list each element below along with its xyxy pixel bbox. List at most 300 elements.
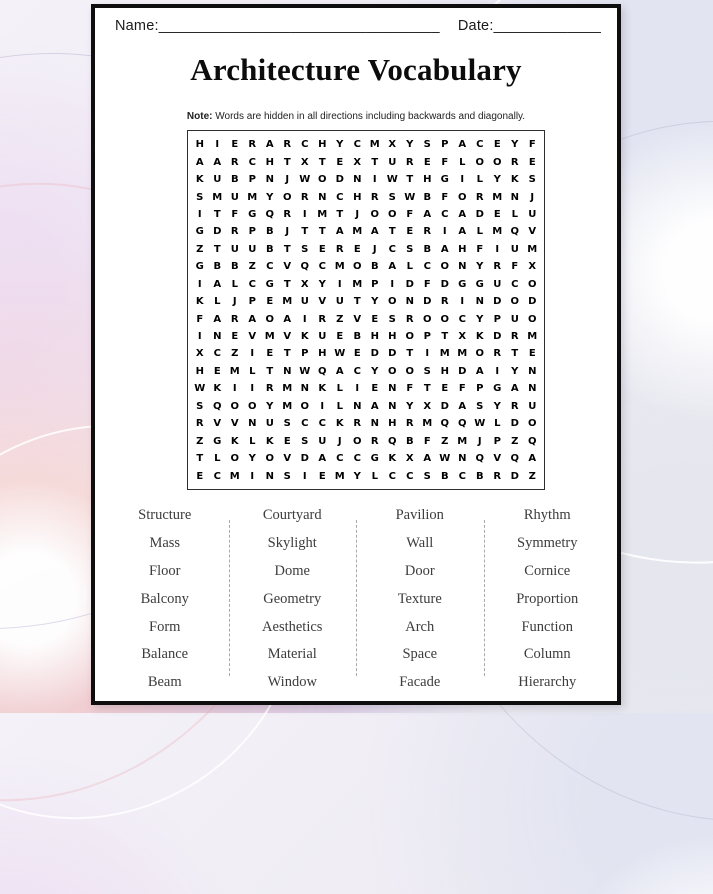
grid-letter: O — [230, 400, 239, 412]
grid-letter: C — [353, 139, 361, 151]
note-text: Words are hidden in all directions including backwards and diagonally. — [212, 111, 526, 122]
grid-letter: M — [457, 435, 468, 447]
grid-letter: J — [355, 208, 360, 220]
grid-letter: Y — [476, 261, 484, 273]
grid-letter: J — [530, 191, 535, 203]
grid-letter: W — [194, 383, 206, 395]
grid-letter: J — [337, 435, 342, 447]
grid-letter: U — [213, 174, 222, 186]
grid-letter: W — [299, 174, 311, 186]
grid-letter: Y — [336, 139, 344, 151]
grid-letter: Y — [511, 365, 519, 377]
grid-letter: H — [370, 331, 379, 343]
word-item: Cornice — [524, 562, 571, 579]
grid-letter: Z — [248, 261, 256, 273]
grid-letter: X — [405, 453, 414, 465]
grid-letter: F — [528, 139, 536, 151]
grid-letter: F — [441, 191, 449, 203]
grid-letter: Z — [196, 435, 204, 447]
grid-letter: H — [318, 139, 327, 151]
grid-letter: O — [265, 313, 274, 325]
name-label: Name: — [115, 18, 159, 34]
grid-letter: V — [248, 331, 257, 343]
grid-letter: N — [458, 453, 467, 465]
grid-letter: E — [493, 139, 501, 151]
grid-letter: T — [318, 156, 326, 168]
word-list-column — [356, 502, 484, 702]
grid-letter: Q — [387, 435, 397, 447]
grid-letter: N — [388, 400, 397, 412]
grid-letter: L — [231, 278, 238, 290]
grid-letter: O — [370, 208, 379, 220]
grid-letter: I — [495, 243, 500, 255]
grid-letter: T — [318, 226, 326, 238]
grid-letter: I — [197, 331, 202, 343]
grid-letter: A — [458, 226, 467, 238]
grid-letter: U — [318, 435, 327, 447]
grid-letter: D — [510, 418, 519, 430]
grid-letter: U — [248, 243, 257, 255]
grid-letter: E — [353, 348, 361, 360]
grid-letter: M — [282, 400, 293, 412]
grid-letter: S — [406, 243, 414, 255]
grid-letter: R — [405, 418, 414, 430]
grid-letter: X — [458, 331, 467, 343]
grid-letter: C — [511, 278, 519, 290]
grid-letter: Y — [248, 453, 256, 465]
grid-letter: C — [458, 313, 466, 325]
grid-letter: U — [528, 400, 537, 412]
grid-letter: I — [390, 278, 395, 290]
grid-letter: N — [213, 331, 222, 343]
grid-letter: R — [230, 313, 239, 325]
grid-letter: B — [353, 331, 362, 343]
grid-letter: E — [231, 139, 239, 151]
worksheet-page — [91, 4, 621, 705]
word-item: Column — [523, 646, 571, 663]
grid-letter: Q — [510, 226, 519, 238]
grid-letter: E — [231, 331, 239, 343]
word-item: Geometry — [263, 590, 322, 607]
name-field — [115, 18, 440, 34]
grid-letter: Y — [406, 400, 414, 412]
word-list — [101, 500, 611, 702]
grid-letter: D — [388, 348, 397, 360]
grid-letter: M — [229, 470, 240, 482]
grid-letter: R — [370, 191, 379, 203]
grid-letter: T — [423, 383, 431, 395]
grid-letter: A — [335, 226, 344, 238]
grid-letter: Y — [318, 278, 326, 290]
grid-letter: F — [406, 208, 414, 220]
grid-letter: P — [301, 348, 309, 360]
grid-letter: B — [440, 470, 449, 482]
grid-letter: X — [353, 156, 362, 168]
grid-letter: B — [475, 470, 484, 482]
grid-letter: L — [511, 208, 518, 220]
word-item: Form — [149, 618, 181, 635]
grid-letter: V — [283, 331, 292, 343]
grid-letter: R — [475, 191, 484, 203]
grid-letter: K — [265, 435, 274, 447]
grid-letter: A — [423, 453, 432, 465]
grid-letter: Q — [300, 261, 309, 273]
grid-letter: N — [353, 400, 362, 412]
grid-letter: F — [441, 156, 449, 168]
grid-letter: O — [265, 453, 274, 465]
grid-letter: L — [249, 435, 256, 447]
grid-letter: I — [337, 278, 342, 290]
grid-letter: O — [282, 191, 292, 203]
grid-letter: C — [406, 470, 414, 482]
word-item: Wall — [406, 535, 434, 552]
grid-letter: I — [320, 400, 325, 412]
grid-letter: G — [440, 174, 449, 186]
grid-letter: R — [335, 243, 344, 255]
grid-letter: G — [248, 208, 257, 220]
grid-letter: R — [493, 470, 502, 482]
grid-letter: J — [372, 243, 377, 255]
grid-letter: M — [492, 226, 503, 238]
grid-letter: N — [318, 191, 327, 203]
grid-letter: H — [353, 191, 362, 203]
grid-letter: T — [283, 348, 291, 360]
grid-letter: U — [300, 296, 309, 308]
grid-letter: P — [476, 383, 484, 395]
grid-letter: I — [460, 296, 465, 308]
grid-letter: E — [266, 296, 274, 308]
grid-letter: P — [248, 226, 256, 238]
grid-letter: H — [318, 348, 327, 360]
word-item: Skylight — [267, 535, 317, 552]
grid-letter: N — [458, 261, 467, 273]
grid-letter: S — [283, 470, 291, 482]
grid-letter: A — [528, 453, 537, 465]
grid-letter: T — [266, 365, 274, 377]
grid-letter: T — [301, 226, 309, 238]
grid-letter: F — [423, 278, 431, 290]
grid-letter: D — [370, 348, 379, 360]
grid-letter: N — [370, 418, 379, 430]
grid-letter: C — [353, 365, 361, 377]
grid-letter: O — [510, 296, 519, 308]
grid-letter: A — [440, 243, 449, 255]
grid-letter: Q — [440, 418, 449, 430]
grid-letter: O — [475, 156, 484, 168]
grid-letter: F — [231, 208, 239, 220]
grid-letter: M — [264, 331, 275, 343]
grid-letter: J — [285, 174, 290, 186]
grid-letter: R — [510, 156, 519, 168]
grid-letter: T — [371, 156, 379, 168]
grid-letter: U — [388, 156, 397, 168]
grid-letter: O — [387, 208, 397, 220]
grid-letter: I — [302, 313, 307, 325]
grid-letter: J — [477, 435, 482, 447]
grid-letter: R — [493, 261, 502, 273]
grid-letter: P — [493, 313, 501, 325]
grid-letter: B — [213, 261, 222, 273]
grid-letter: M — [334, 261, 345, 273]
grid-letter: A — [388, 261, 397, 273]
grid-letter: A — [283, 313, 292, 325]
grid-letter: Y — [371, 296, 379, 308]
grid-letter: Z — [196, 243, 204, 255]
grid-letter: A — [195, 156, 204, 168]
grid-letter: T — [283, 156, 291, 168]
grid-letter: O — [527, 278, 537, 290]
grid-letter: E — [441, 383, 449, 395]
grid-letter: N — [283, 365, 292, 377]
grid-letter: O — [440, 261, 449, 273]
grid-letter: O — [527, 418, 537, 430]
grid-letter: I — [442, 226, 447, 238]
grid-letter: C — [213, 470, 221, 482]
grid-letter: S — [388, 191, 396, 203]
grid-letter: T — [353, 296, 361, 308]
date-label: Date: — [457, 18, 494, 34]
grid-letter: M — [422, 418, 433, 430]
grid-letter: N — [265, 470, 274, 482]
grid-letter: O — [387, 296, 397, 308]
grid-letter: O — [300, 400, 309, 412]
grid-letter: I — [495, 365, 500, 377]
grid-letter: K — [510, 174, 519, 186]
grid-letter: I — [232, 383, 237, 395]
grid-letter: N — [405, 296, 414, 308]
grid-letter: P — [248, 174, 256, 186]
grid-letter: C — [458, 470, 466, 482]
grid-letter: A — [265, 139, 274, 151]
grid-letter: X — [528, 261, 537, 273]
grid-letter: R — [370, 435, 379, 447]
grid-letter: B — [405, 435, 414, 447]
grid-letter: F — [458, 383, 466, 395]
grid-letter: N — [528, 383, 537, 395]
grid-letter: M — [527, 331, 538, 343]
grid-letter: K — [213, 383, 222, 395]
grid-letter: H — [195, 139, 204, 151]
grid-letter: C — [301, 139, 309, 151]
grid-letter: O — [440, 313, 449, 325]
grid-letter: L — [459, 156, 466, 168]
word-item: Arch — [405, 618, 435, 635]
grid-letter: T — [283, 243, 291, 255]
grid-letter: U — [265, 418, 274, 430]
grid-letter: D — [475, 208, 484, 220]
grid-letter: D — [493, 296, 502, 308]
grid-letter: C — [336, 191, 344, 203]
grid-letter: M — [352, 278, 363, 290]
word-item: Floor — [149, 562, 181, 579]
grid-letter: D — [213, 226, 222, 238]
word-item: Structure — [138, 507, 192, 524]
grid-letter: A — [213, 156, 222, 168]
grid-letter: O — [352, 435, 362, 447]
grid-letter: T — [283, 278, 291, 290]
word-item: Aesthetics — [262, 618, 323, 635]
grid-letter: N — [528, 365, 537, 377]
grid-letter: E — [528, 156, 536, 168]
grid-letter: R — [300, 191, 309, 203]
grid-letter: O — [422, 313, 432, 325]
grid-letter: R — [440, 296, 449, 308]
grid-letter: C — [441, 208, 449, 220]
grid-letter: M — [282, 296, 293, 308]
grid-letter: V — [213, 418, 222, 430]
grid-letter: C — [213, 348, 221, 360]
grid-letter: C — [318, 261, 326, 273]
grid-letter: G — [458, 278, 467, 290]
grid-letter: E — [196, 470, 204, 482]
grid-letter: Y — [476, 313, 484, 325]
grid-letter: K — [318, 383, 327, 395]
grid-letter: V — [493, 453, 502, 465]
grid-letter: R — [283, 139, 292, 151]
grid-letter: N — [353, 174, 362, 186]
grid-letter: N — [475, 296, 484, 308]
grid-letter: W — [386, 174, 398, 186]
grid-letter: R — [423, 226, 432, 238]
grid-letter: V — [283, 453, 292, 465]
grid-letter: K — [300, 331, 309, 343]
grid-letter: E — [423, 156, 431, 168]
grid-letter: E — [406, 226, 414, 238]
grid-letter: K — [195, 174, 204, 186]
grid-letter: Q — [317, 365, 327, 377]
word-search-grid — [187, 130, 545, 490]
grid-letter: L — [249, 365, 256, 377]
grid-letter: I — [302, 470, 307, 482]
grid-letter: T — [406, 348, 414, 360]
grid-letter: B — [230, 261, 239, 273]
grid-letter: S — [301, 243, 309, 255]
column-divider — [229, 520, 230, 676]
grid-letter: P — [371, 278, 379, 290]
grid-letter: F — [406, 383, 414, 395]
grid-letter: N — [248, 418, 257, 430]
grid-letter: O — [352, 261, 362, 273]
grid-letter: D — [335, 174, 344, 186]
grid-letter: H — [265, 156, 274, 168]
grid-letter: H — [195, 365, 204, 377]
grid-letter: A — [458, 400, 467, 412]
word-list-column — [229, 502, 357, 702]
grid-letter: D — [458, 365, 467, 377]
grid-letter: B — [265, 243, 274, 255]
grid-letter: U — [493, 278, 502, 290]
grid-letter: W — [404, 191, 416, 203]
grid-letter: T — [196, 453, 204, 465]
word-item: Facade — [399, 674, 441, 691]
grid-letter: F — [196, 313, 204, 325]
grid-letter: L — [214, 453, 221, 465]
word-item: Texture — [397, 590, 442, 607]
grid-letter: D — [423, 296, 432, 308]
grid-letter: A — [458, 139, 467, 151]
grid-letter: B — [230, 174, 239, 186]
grid-letter: O — [317, 174, 327, 186]
grid-letter: U — [528, 208, 537, 220]
grid-letter: D — [510, 470, 519, 482]
grid-letter: J — [232, 296, 237, 308]
word-list-column — [101, 502, 229, 702]
instructions-note — [95, 111, 617, 122]
grid-letter: A — [458, 208, 467, 220]
grid-letter: O — [230, 453, 239, 465]
grid-letter: W — [299, 365, 311, 377]
grid-letter: C — [353, 453, 361, 465]
grid-letter: E — [213, 365, 221, 377]
note-label: Note: — [186, 111, 213, 122]
grid-letter: A — [318, 453, 327, 465]
grid-letter: C — [388, 243, 396, 255]
grid-letter: I — [197, 208, 202, 220]
grid-letter: Y — [371, 365, 379, 377]
grid-letter: K — [195, 296, 204, 308]
grid-letter: G — [265, 278, 274, 290]
grid-letter: I — [250, 470, 255, 482]
grid-letter: A — [370, 226, 379, 238]
grid-letter: Y — [266, 191, 274, 203]
grid-letter: M — [212, 191, 223, 203]
grid-letter: T — [388, 226, 396, 238]
grid-letter: T — [441, 331, 449, 343]
grid-letter: N — [300, 383, 309, 395]
grid-letter: F — [511, 261, 519, 273]
word-item: Balance — [141, 646, 189, 663]
grid-letter: F — [423, 435, 431, 447]
grid-letter: H — [388, 418, 397, 430]
grid-letter: I — [250, 383, 255, 395]
grid-letter: Q — [212, 400, 222, 412]
grid-letter: A — [370, 400, 379, 412]
grid-letter: A — [335, 365, 344, 377]
header-row — [115, 18, 601, 34]
grid-letter: N — [510, 191, 519, 203]
grid-letter: Y — [493, 174, 501, 186]
grid-letter: O — [247, 400, 257, 412]
grid-letter: X — [300, 278, 309, 290]
grid-letter: I — [425, 348, 430, 360]
grid-letter: X — [300, 156, 309, 168]
grid-letter: Q — [457, 418, 467, 430]
word-item: Material — [267, 646, 317, 663]
grid-letter: U — [510, 313, 519, 325]
page-title: Architecture Vocabulary — [190, 52, 522, 87]
grid-letter: X — [423, 400, 432, 412]
grid-letter: U — [335, 296, 344, 308]
grid-letter: N — [388, 383, 397, 395]
word-item: Dome — [274, 562, 310, 579]
grid-letter: W — [439, 453, 451, 465]
grid-letter: A — [248, 313, 257, 325]
word-item: Function — [521, 618, 574, 635]
grid-letter: S — [423, 139, 431, 151]
grid-letter: J — [285, 226, 290, 238]
grid-letter: F — [476, 243, 484, 255]
grid-letter: B — [265, 226, 274, 238]
grid-letter: E — [318, 470, 326, 482]
grid-letter: Y — [266, 400, 274, 412]
grid-letter: E — [266, 348, 274, 360]
grid-letter: R — [405, 313, 414, 325]
grid-letter: M — [282, 383, 293, 395]
grid-letter: Z — [231, 348, 239, 360]
grid-letter: I — [215, 139, 220, 151]
grid-letter: R — [248, 139, 257, 151]
grid-letter: R — [510, 400, 519, 412]
